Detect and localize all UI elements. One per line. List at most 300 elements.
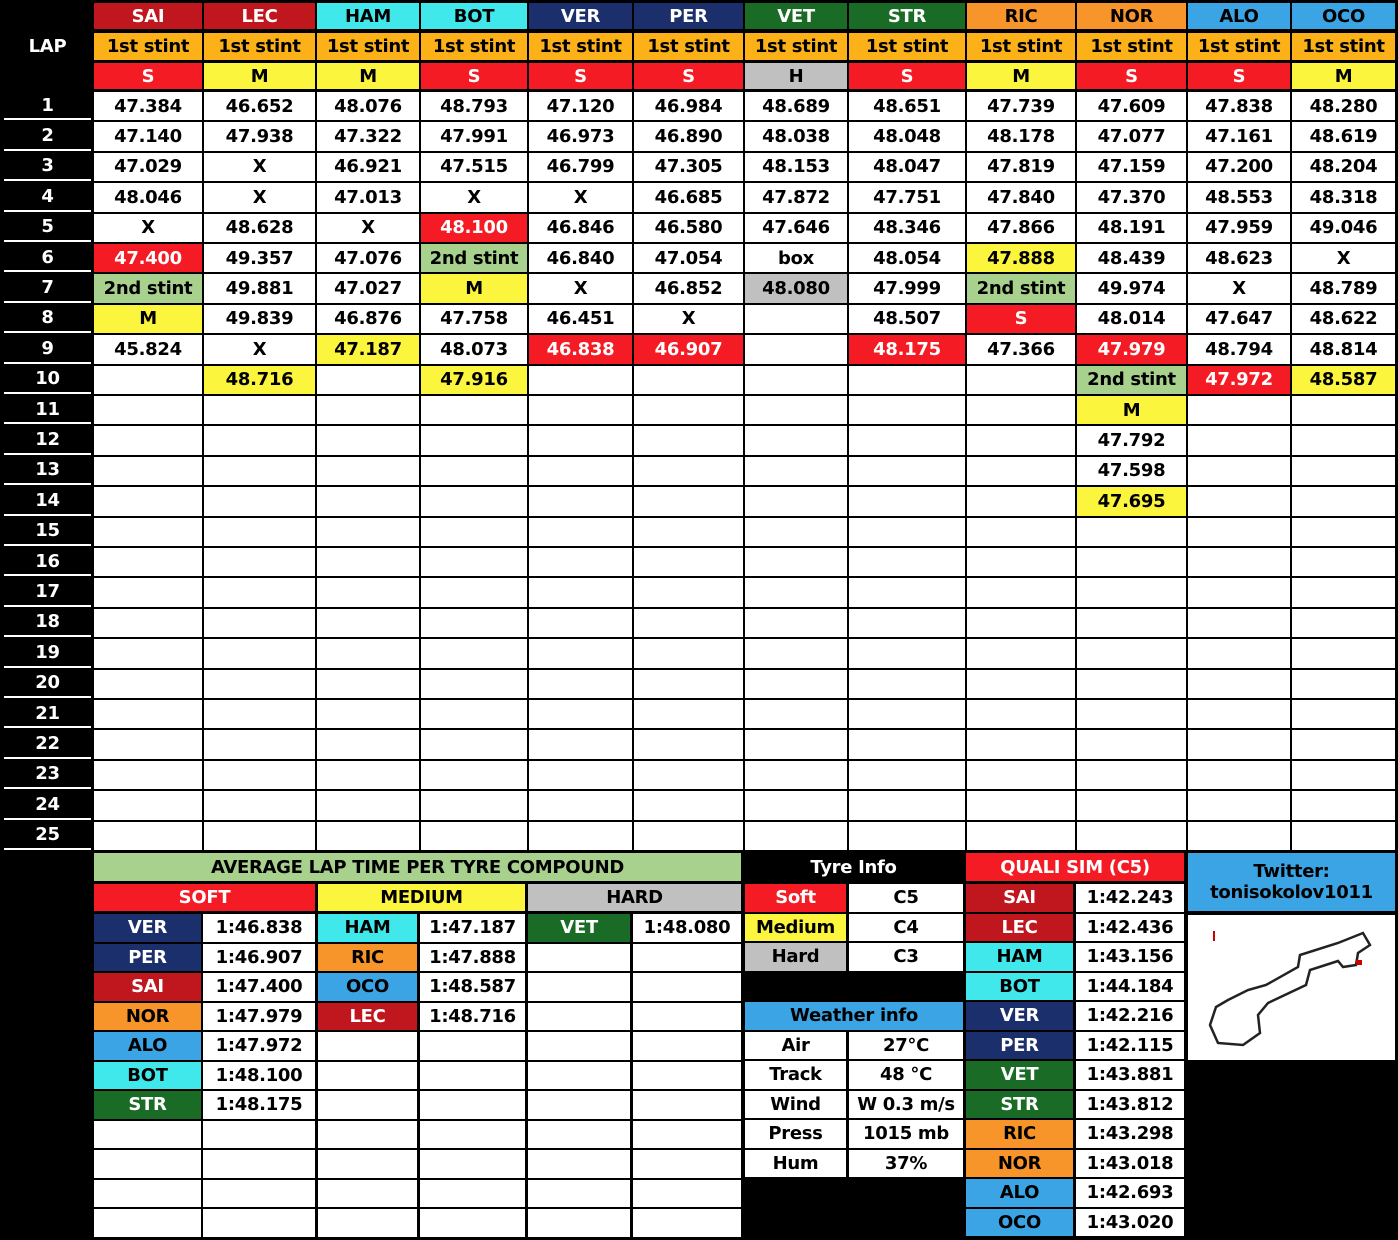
compound-cell: S [849, 63, 965, 89]
empty-cell [317, 518, 419, 546]
lap-time-cell: 47.322 [317, 122, 419, 150]
hard-header: HARD [528, 884, 741, 911]
lap-number: 8 [4, 305, 91, 333]
empty-cell [633, 1003, 741, 1031]
empty-cell [745, 548, 847, 576]
empty-cell [634, 518, 743, 546]
lap-time-cell: 2nd stint [967, 274, 1075, 302]
empty-cell [203, 1121, 315, 1149]
lap-time-cell: 48.318 [1292, 183, 1395, 211]
empty-cell [421, 578, 527, 606]
empty-cell [634, 761, 743, 789]
empty-cell [967, 639, 1075, 667]
empty-cell [967, 548, 1075, 576]
empty-cell [317, 457, 419, 485]
empty-cell [204, 791, 315, 819]
lap-time-cell: 48.651 [849, 92, 965, 120]
empty-cell [421, 487, 527, 515]
empty-cell [204, 518, 315, 546]
empty-cell [203, 1180, 315, 1208]
average-time: 1:46.838 [203, 914, 315, 942]
empty-cell [94, 822, 202, 850]
lap-time-cell: 48.619 [1292, 122, 1395, 150]
empty-cell [94, 1180, 201, 1208]
empty-cell [204, 578, 315, 606]
empty-cell [634, 670, 743, 698]
lap-time-cell: 47.305 [634, 153, 743, 181]
empty-cell [745, 730, 847, 758]
empty-cell [1292, 548, 1395, 576]
empty-cell [421, 518, 527, 546]
lap-time-cell: 47.384 [94, 92, 202, 120]
empty-cell [967, 700, 1075, 728]
empty-cell [421, 639, 527, 667]
empty-cell [849, 518, 965, 546]
empty-cell [1188, 548, 1290, 576]
soft-header: SOFT [94, 884, 315, 911]
empty-cell [967, 791, 1075, 819]
average-driver-alo: ALO [94, 1032, 201, 1060]
empty-cell [529, 761, 632, 789]
empty-cell [1188, 730, 1290, 758]
compound-cell: S [634, 63, 743, 89]
empty-cell [420, 1180, 525, 1208]
lap-time-cell: 46.451 [529, 305, 632, 333]
average-time: 1:48.716 [420, 1003, 525, 1031]
empty-cell [1292, 396, 1395, 424]
lap-time-cell: 47.646 [745, 214, 847, 242]
empty-cell [528, 1209, 630, 1237]
empty-cell [633, 1150, 741, 1178]
empty-cell [967, 761, 1075, 789]
stint-label: 1st stint [634, 33, 743, 60]
driver-header-alo: ALO [1188, 3, 1290, 29]
quali-driver-str: STR [966, 1091, 1073, 1119]
empty-cell [1077, 791, 1186, 819]
tyre-compound: C3 [849, 943, 963, 971]
empty-cell [94, 457, 202, 485]
weather-value: 37% [849, 1150, 963, 1178]
lap-time-cell: 46.852 [634, 274, 743, 302]
quali-driver-sai: SAI [966, 884, 1073, 912]
weather-value: W 0.3 m/s [849, 1091, 963, 1119]
lap-time-cell: 47.792 [1077, 426, 1186, 454]
quali-driver-bot: BOT [966, 973, 1073, 1001]
quali-time: 1:42.216 [1076, 1002, 1184, 1030]
quali-driver-ric: RIC [966, 1120, 1073, 1148]
lap-time-cell: 48.100 [421, 214, 527, 242]
empty-cell [967, 670, 1075, 698]
empty-cell [745, 426, 847, 454]
tyre-name-medium: Medium [745, 914, 846, 942]
lap-time-cell: 48.346 [849, 214, 965, 242]
compound-cell: M [1292, 63, 1395, 89]
average-time: 1:48.100 [203, 1062, 315, 1090]
driver-header-str: STR [849, 3, 965, 29]
empty-cell [967, 518, 1075, 546]
average-time: 1:47.187 [420, 914, 525, 942]
empty-cell [94, 1121, 201, 1149]
empty-cell [528, 1180, 630, 1208]
empty-cell [1077, 670, 1186, 698]
empty-cell [318, 1121, 417, 1149]
empty-cell [528, 1062, 630, 1090]
empty-cell [203, 1150, 315, 1178]
lap-number: 4 [4, 183, 91, 211]
empty-cell [633, 1121, 741, 1149]
lap-time-cell: 48.716 [204, 366, 315, 394]
lap-time-cell: 47.695 [1077, 487, 1186, 515]
weather-value: 48 °C [849, 1061, 963, 1089]
stint-label: 1st stint [421, 33, 527, 60]
lap-time-cell: 48.047 [849, 153, 965, 181]
empty-cell [94, 578, 202, 606]
empty-cell [849, 761, 965, 789]
empty-cell [529, 396, 632, 424]
lap-time-cell: 47.200 [1188, 153, 1290, 181]
empty-cell [204, 822, 315, 850]
lap-time-cell: 49.974 [1077, 274, 1186, 302]
empty-cell [204, 457, 315, 485]
empty-cell [745, 396, 847, 424]
weather-name: Track [745, 1061, 846, 1089]
empty-cell [204, 487, 315, 515]
empty-cell [634, 791, 743, 819]
lap-number: 3 [4, 153, 91, 181]
empty-cell [204, 639, 315, 667]
empty-cell [634, 700, 743, 728]
average-driver-per: PER [94, 944, 201, 972]
empty-cell [1292, 730, 1395, 758]
empty-cell [1292, 457, 1395, 485]
average-driver-bot: BOT [94, 1062, 201, 1090]
empty-cell [317, 822, 419, 850]
driver-header-oco: OCO [1292, 3, 1395, 29]
empty-cell [528, 973, 630, 1001]
lap-time-cell: 47.999 [849, 274, 965, 302]
lap-time-cell: 48.280 [1292, 92, 1395, 120]
quali-driver-lec: LEC [966, 914, 1073, 942]
lap-time-cell: 47.647 [1188, 305, 1290, 333]
empty-cell [745, 457, 847, 485]
lap-time-cell: 46.799 [529, 153, 632, 181]
lap-time-cell: 48.073 [421, 335, 527, 363]
empty-cell [1292, 518, 1395, 546]
lap-time-cell: 46.580 [634, 214, 743, 242]
empty-cell [421, 426, 527, 454]
lap-time-cell: M [1077, 396, 1186, 424]
quali-driver-ham: HAM [966, 943, 1073, 971]
empty-cell [633, 944, 741, 972]
lap-number: 24 [4, 791, 91, 819]
lap-time-cell: 47.609 [1077, 92, 1186, 120]
lap-time-cell: 47.959 [1188, 214, 1290, 242]
lap-time-cell: 48.054 [849, 244, 965, 272]
empty-cell [1188, 609, 1290, 637]
empty-cell [1292, 700, 1395, 728]
empty-cell [204, 426, 315, 454]
lap-time-cell: 48.175 [849, 335, 965, 363]
empty-cell [1188, 670, 1290, 698]
lap-time-cell: 48.622 [1292, 305, 1395, 333]
compound-cell: S [1188, 63, 1290, 89]
empty-cell [421, 457, 527, 485]
empty-cell [1077, 639, 1186, 667]
average-driver-str: STR [94, 1091, 201, 1119]
stint-label: 1st stint [1077, 33, 1186, 60]
empty-cell [317, 670, 419, 698]
empty-cell [1188, 639, 1290, 667]
lap-time-cell: X [529, 274, 632, 302]
empty-cell [204, 609, 315, 637]
lap-time-cell: 48.076 [317, 92, 419, 120]
empty-cell [317, 639, 419, 667]
lap-time-cell: 47.888 [967, 244, 1075, 272]
lap-time-cell: X [204, 183, 315, 211]
empty-cell [745, 670, 847, 698]
empty-cell [317, 578, 419, 606]
empty-cell [317, 366, 419, 394]
average-driver-ric: RIC [318, 944, 417, 972]
empty-cell [967, 578, 1075, 606]
quali-driver-nor: NOR [966, 1150, 1073, 1178]
lap-time-cell: X [634, 305, 743, 333]
lap-number: 5 [4, 214, 91, 242]
lap-number: 12 [4, 426, 91, 454]
lap-time-cell: 47.840 [967, 183, 1075, 211]
empty-cell [94, 1209, 201, 1237]
empty-cell [745, 518, 847, 546]
quali-time: 1:42.115 [1076, 1032, 1184, 1060]
lap-time-cell: 47.991 [421, 122, 527, 150]
lap-time-cell: 47.159 [1077, 153, 1186, 181]
average-driver-sai: SAI [94, 973, 201, 1001]
driver-header-lec: LEC [204, 3, 315, 29]
tyre-compound: C5 [849, 884, 963, 912]
lap-time-cell: 48.628 [204, 214, 315, 242]
empty-cell [1188, 487, 1290, 515]
empty-cell [317, 791, 419, 819]
tyre-name-hard: Hard [745, 943, 846, 971]
lap-time-cell: 48.153 [745, 153, 847, 181]
empty-cell [94, 639, 202, 667]
tyre-info-title: Tyre Info [744, 853, 963, 881]
lap-time-cell: X [204, 153, 315, 181]
empty-cell [967, 822, 1075, 850]
lap-number: 25 [4, 822, 91, 850]
empty-cell [967, 426, 1075, 454]
compound-cell: S [421, 63, 527, 89]
empty-cell [421, 730, 527, 758]
empty-cell [421, 609, 527, 637]
empty-cell [529, 609, 632, 637]
driver-header-ver: VER [529, 3, 632, 29]
stint-label: 1st stint [849, 33, 965, 60]
quali-driver-per: PER [966, 1032, 1073, 1060]
quali-time: 1:43.020 [1076, 1209, 1184, 1237]
lap-time-cell: 47.916 [421, 366, 527, 394]
driver-header-ric: RIC [967, 3, 1075, 29]
empty-cell [94, 1150, 201, 1178]
lap-time-cell: 46.907 [634, 335, 743, 363]
empty-cell [849, 730, 965, 758]
quali-time: 1:43.881 [1076, 1061, 1184, 1089]
empty-cell [849, 426, 965, 454]
lap-time-cell: M [94, 305, 202, 333]
empty-cell [94, 396, 202, 424]
empty-cell [318, 1180, 417, 1208]
quali-time: 1:43.298 [1076, 1120, 1184, 1148]
empty-cell [421, 670, 527, 698]
stint-label: 1st stint [1292, 33, 1395, 60]
empty-cell [529, 578, 632, 606]
lap-time-cell: 47.370 [1077, 183, 1186, 211]
empty-cell [634, 548, 743, 576]
empty-cell [634, 609, 743, 637]
driver-header-nor: NOR [1077, 3, 1186, 29]
empty-cell [317, 396, 419, 424]
empty-cell [1292, 578, 1395, 606]
lap-time-cell: X [317, 214, 419, 242]
empty-cell [528, 1121, 630, 1149]
lap-time-cell: 48.204 [1292, 153, 1395, 181]
empty-cell [634, 457, 743, 485]
quali-driver-ver: VER [966, 1002, 1073, 1030]
average-title: AVERAGE LAP TIME PER TYRE COMPOUND [94, 853, 741, 881]
lap-time-cell: 49.357 [204, 244, 315, 272]
lap-time-cell: 48.191 [1077, 214, 1186, 242]
lap-number: 20 [4, 670, 91, 698]
twitter-handle[interactable]: tonisokolov1011 [1210, 882, 1373, 903]
compound-cell: M [967, 63, 1075, 89]
lap-time-cell: 47.076 [317, 244, 419, 272]
lap-time-cell: X [1292, 244, 1395, 272]
quali-time: 1:44.184 [1076, 973, 1184, 1001]
empty-cell [1292, 426, 1395, 454]
empty-cell [1292, 609, 1395, 637]
empty-cell [633, 1180, 741, 1208]
weather-value: 1015 mb [849, 1120, 963, 1148]
empty-cell [421, 761, 527, 789]
empty-cell [1077, 822, 1186, 850]
empty-cell [318, 1091, 417, 1119]
empty-cell [634, 426, 743, 454]
empty-cell [967, 609, 1075, 637]
empty-cell [204, 730, 315, 758]
average-time: 1:48.175 [203, 1091, 315, 1119]
lap-time-cell: 46.984 [634, 92, 743, 120]
empty-cell [967, 457, 1075, 485]
lap-time-cell: 46.838 [529, 335, 632, 363]
compound-cell: M [317, 63, 419, 89]
stint-label: 1st stint [745, 33, 847, 60]
empty-cell [849, 670, 965, 698]
empty-cell [1292, 791, 1395, 819]
empty-cell [634, 366, 743, 394]
empty-cell [1077, 761, 1186, 789]
empty-cell [94, 609, 202, 637]
empty-cell [529, 730, 632, 758]
lap-time-cell: 48.178 [967, 122, 1075, 150]
empty-cell [318, 1150, 417, 1178]
empty-cell [1188, 822, 1290, 850]
empty-cell [529, 487, 632, 515]
lap-time-cell: 47.866 [967, 214, 1075, 242]
lap-time-cell: 47.872 [745, 183, 847, 211]
empty-cell [1188, 700, 1290, 728]
lap-number: 9 [4, 335, 91, 363]
lap-time-cell: 46.876 [317, 305, 419, 333]
empty-cell [317, 487, 419, 515]
empty-cell [634, 396, 743, 424]
medium-header: MEDIUM [318, 884, 525, 911]
stint-label: 1st stint [94, 33, 202, 60]
lap-time-cell: 46.840 [529, 244, 632, 272]
empty-cell [1188, 791, 1290, 819]
average-driver-lec: LEC [318, 1003, 417, 1031]
lap-time-cell: 47.598 [1077, 457, 1186, 485]
lap-number: 13 [4, 457, 91, 485]
average-time: 1:47.888 [420, 944, 525, 972]
empty-cell [94, 426, 202, 454]
empty-cell [421, 700, 527, 728]
empty-cell [204, 396, 315, 424]
empty-cell [849, 457, 965, 485]
empty-cell [421, 396, 527, 424]
twitter-box [1188, 853, 1395, 911]
lap-number: 1 [4, 92, 91, 120]
empty-cell [94, 518, 202, 546]
driver-header-vet: VET [745, 3, 847, 29]
lap-time-cell: 47.838 [1188, 92, 1290, 120]
empty-cell [94, 730, 202, 758]
empty-cell [967, 396, 1075, 424]
lap-time-cell: 2nd stint [421, 244, 527, 272]
lap-time-cell: 46.973 [529, 122, 632, 150]
lap-number: 15 [4, 518, 91, 546]
empty-cell [529, 822, 632, 850]
empty-cell [849, 822, 965, 850]
lap-time-cell: 48.587 [1292, 366, 1395, 394]
empty-cell [1292, 670, 1395, 698]
empty-cell [94, 761, 202, 789]
empty-cell [421, 791, 527, 819]
lap-time-cell: 48.689 [745, 92, 847, 120]
empty-cell [1188, 426, 1290, 454]
empty-cell [633, 1032, 741, 1060]
empty-cell [420, 1150, 525, 1178]
lap-time-cell: box [745, 244, 847, 272]
lap-time-cell: 47.739 [967, 92, 1075, 120]
empty-cell [204, 670, 315, 698]
empty-cell [1077, 730, 1186, 758]
empty-cell [528, 944, 630, 972]
lap-time-cell: 48.014 [1077, 305, 1186, 333]
lap-number: 2 [4, 122, 91, 150]
empty-cell [849, 700, 965, 728]
lap-time-cell: 2nd stint [94, 274, 202, 302]
tyre-name-soft: Soft [745, 884, 846, 912]
empty-cell [745, 700, 847, 728]
empty-cell [1077, 518, 1186, 546]
empty-cell [204, 761, 315, 789]
driver-header-ham: HAM [317, 3, 419, 29]
lap-number: 10 [4, 366, 91, 394]
empty-cell [849, 548, 965, 576]
empty-cell [1188, 457, 1290, 485]
empty-cell [203, 1209, 315, 1237]
average-time: 1:48.587 [420, 973, 525, 1001]
